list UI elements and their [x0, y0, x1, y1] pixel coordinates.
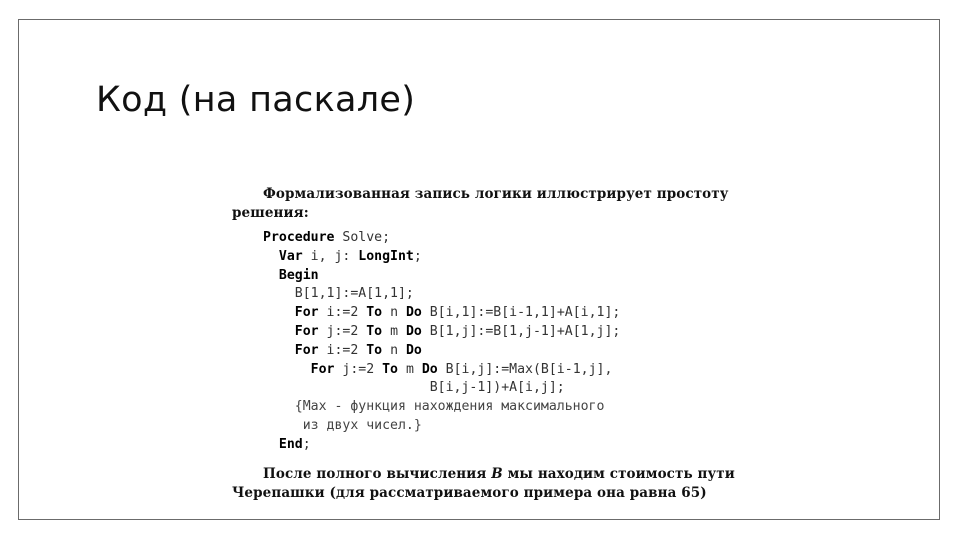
code-line: For i:=2 To n Do B[i,1]:=B[i-1,1]+A[i,1]; [294, 305, 621, 321]
code-comment-line: из двух чисел.} [302, 417, 422, 433]
code-line: Var i, j: LongInt; [278, 248, 422, 264]
code-line: For j:=2 To m Do B[i,j]:=Max(B[i-1,j], [310, 361, 613, 377]
intro-text-line-2: решения: [232, 205, 309, 221]
code-line: B[1,1]:=A[1,1]; [294, 286, 414, 302]
code-line: B[i,j-1])+A[i,j]; [429, 380, 565, 396]
code-line: For j:=2 To m Do B[1,j]:=B[1,j-1]+A[1,j]; [294, 323, 621, 339]
code-comment-line: {Max - функция нахождения максимального [294, 399, 605, 415]
code-line: Begin [278, 267, 319, 283]
slide-title: Код (на паскале) [96, 80, 416, 120]
pascal-code-block [263, 229, 620, 455]
outro-text-line-1: После полного вычисления B мы находим стоимость пути [263, 466, 735, 482]
intro-text-line-1: Формализованная запись логики иллюстрирует простоту [263, 186, 729, 202]
code-line: For i:=2 To n Do [294, 342, 422, 358]
outro-text-line-2: Черепашки (для рассматриваемого примера она равна 65) [232, 485, 707, 501]
code-line: Procedure Solve; [263, 230, 391, 245]
code-line: End; [278, 436, 311, 452]
scanned-text-image [232, 184, 735, 504]
